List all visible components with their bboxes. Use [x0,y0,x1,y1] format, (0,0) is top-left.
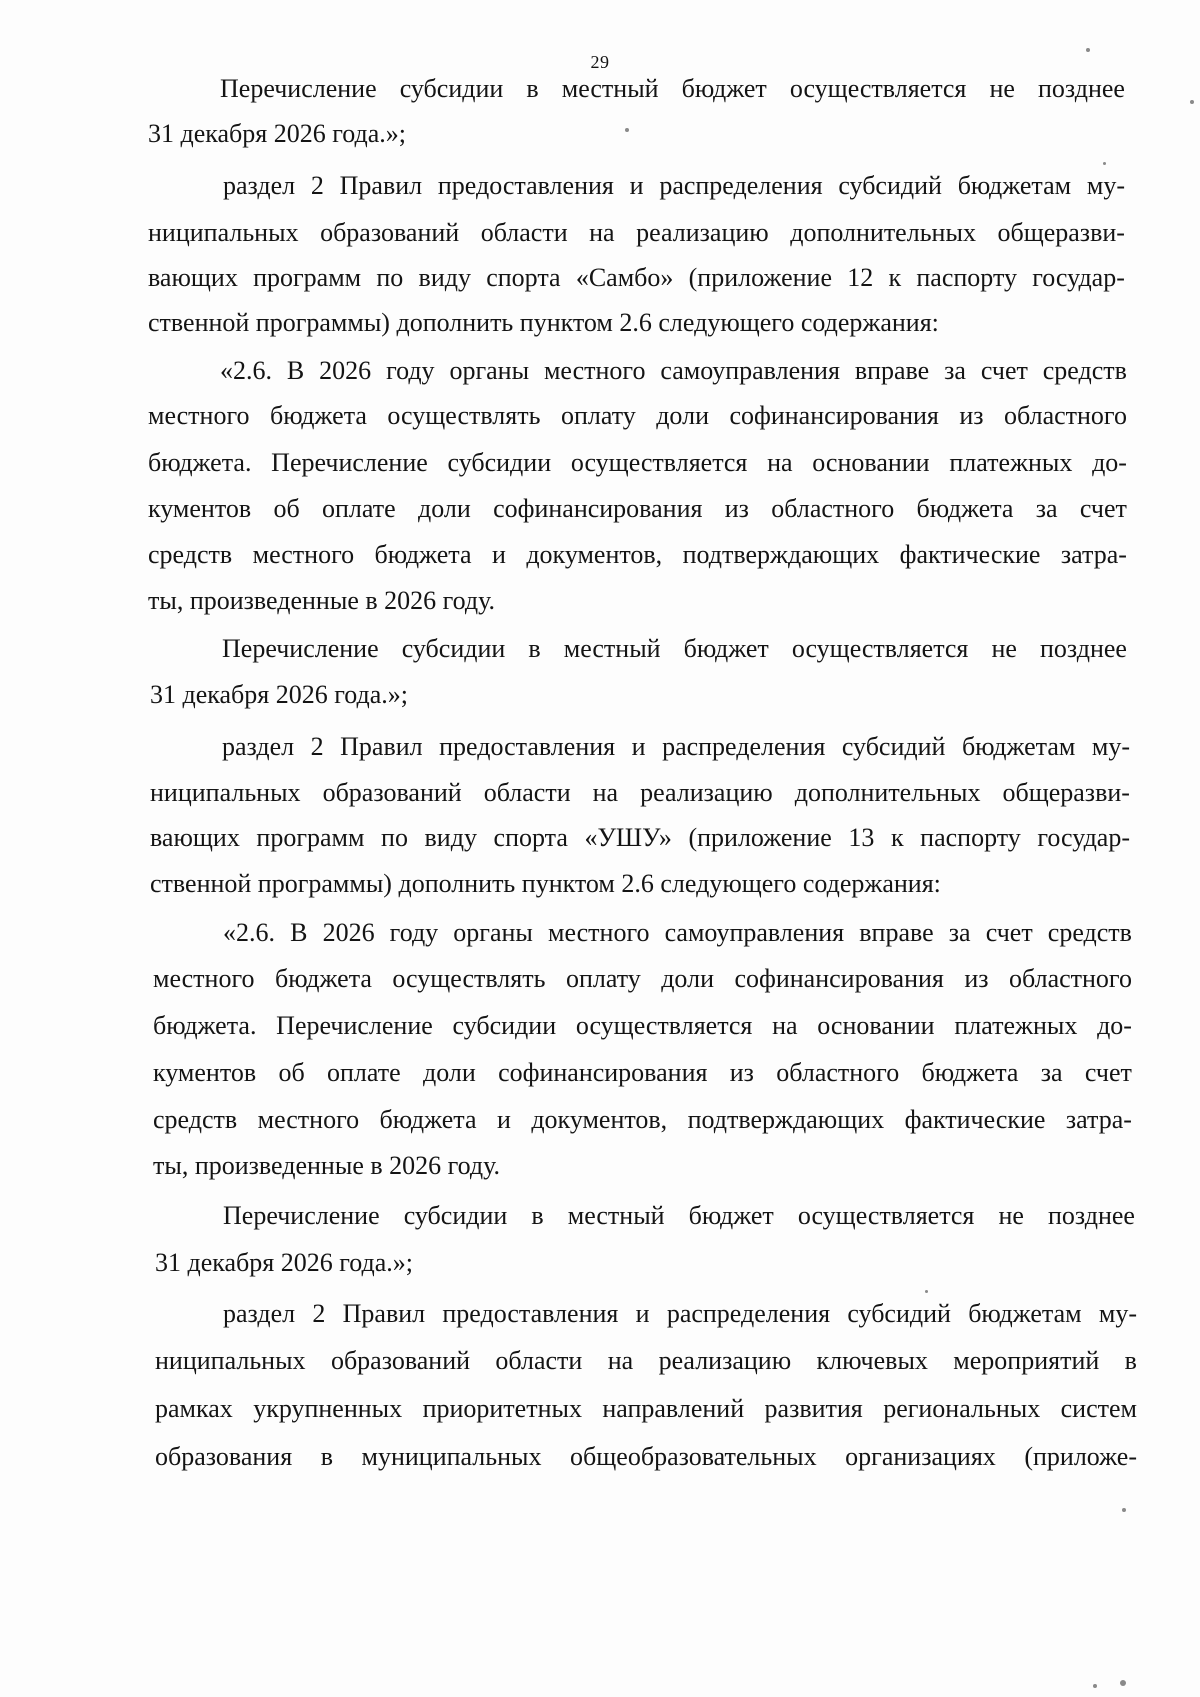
page-number: 29 [590,52,610,72]
text-line: кументов об оплате доли софинансирования из областного бюджета за счет [148,494,1127,523]
scan-speck [1093,1684,1097,1688]
scan-speck [1190,100,1194,104]
text-line: ственной программы) дополнить пунктом 2.6 следующего содержания: [148,308,939,337]
text-line: ниципальных образований области на реализацию дополнительных общеразви- [150,778,1130,807]
scan-speck [1120,1680,1126,1686]
text-line: средств местного бюджета и документов, подтверждающих фактические затра- [153,1105,1132,1134]
text-line: раздел 2 Правил предоставления и распределения субсидий бюджетам му- [223,171,1125,200]
text-line: ственной программы) дополнить пунктом 2.6 следующего содержания: [150,869,941,898]
scan-speck [925,1290,928,1293]
text-line: местного бюджета осуществлять оплату доли софинансирования из областного [153,964,1132,993]
text-line: «2.6. В 2026 году органы местного самоуправления вправе за счет средств [220,356,1127,385]
text-line: Перечисление субсидии в местный бюджет осуществляется не позднее [220,74,1125,103]
text-line: вающих программ по виду спорта «УШУ» (приложение 13 к паспорту государ- [150,823,1130,852]
text-line: образования в муниципальных общеобразовательных организациях (приложе- [155,1442,1137,1471]
text-line: рамках укрупненных приоритетных направлений развития региональных систем [155,1394,1137,1423]
text-line: ниципальных образований области на реализацию дополнительных общеразви- [148,218,1125,247]
scan-speck [1122,1508,1126,1512]
text-line: бюджета. Перечисление субсидии осуществляется на основании платежных до- [148,448,1127,477]
text-line: 31 декабря 2026 года.»; [148,119,406,148]
text-line: кументов об оплате доли софинансирования из областного бюджета за счет [153,1058,1132,1087]
text-line: ниципальных образований области на реализацию ключевых мероприятий в [155,1346,1137,1375]
text-line: ты, произведенные в 2026 году. [148,586,496,615]
text-line: средств местного бюджета и документов, подтверждающих фактические затра- [148,540,1127,569]
text-line: ты, произведенные в 2026 году. [153,1151,501,1180]
scan-speck [625,128,629,132]
text-line: 31 декабря 2026 года.»; [150,680,408,709]
text-line: вающих программ по виду спорта «Самбо» (приложение 12 к паспорту государ- [148,263,1125,292]
scan-speck [1086,48,1090,52]
text-line: раздел 2 Правил предоставления и распределения субсидий бюджетам му- [223,1299,1137,1328]
text-line: Перечисление субсидии в местный бюджет осуществляется не позднее [222,634,1127,663]
text-line: бюджета. Перечисление субсидии осуществляется на основании платежных до- [153,1011,1132,1040]
text-line: 31 декабря 2026 года.»; [155,1248,413,1277]
scan-speck [1103,162,1106,165]
text-line: раздел 2 Правил предоставления и распределения субсидий бюджетам му- [222,732,1130,761]
text-line: местного бюджета осуществлять оплату доли софинансирования из областного [148,401,1127,430]
text-line: Перечисление субсидии в местный бюджет осуществляется не позднее [223,1201,1135,1230]
text-line: «2.6. В 2026 году органы местного самоуправления вправе за счет средств [223,918,1132,947]
